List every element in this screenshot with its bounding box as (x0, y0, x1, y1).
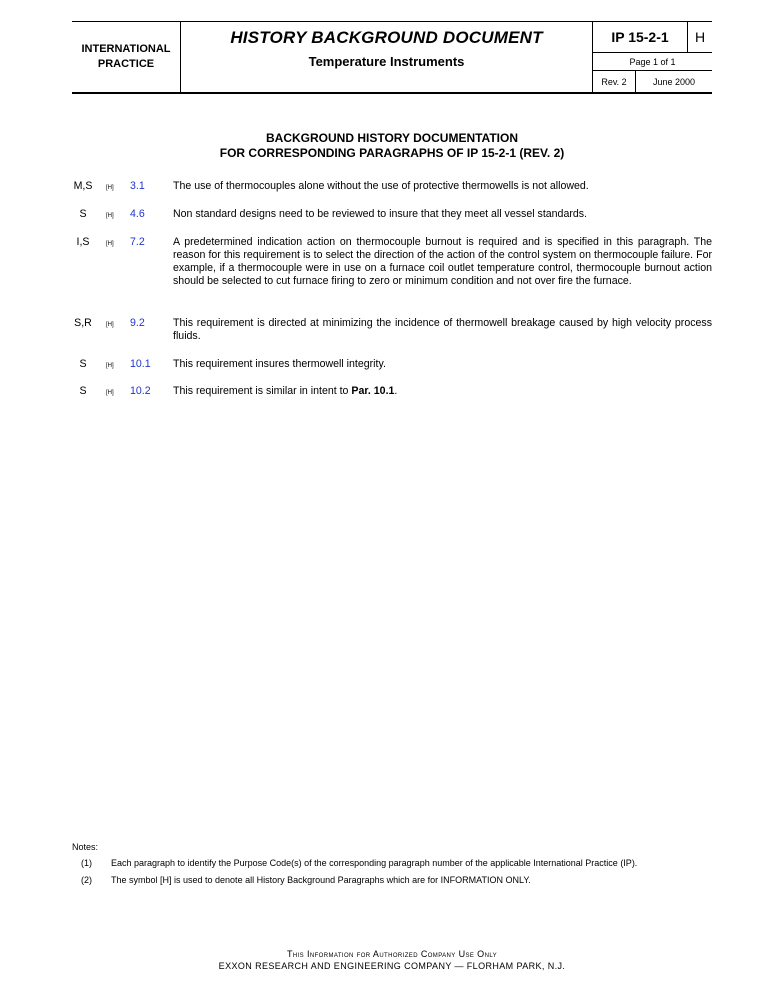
revision-number: Rev. 2 (593, 71, 636, 92)
history-symbol: [H] (106, 213, 114, 219)
org-line-2: PRACTICE (97, 58, 155, 70)
paragraph-link[interactable]: 4.6 (130, 208, 145, 220)
paragraph-text (173, 385, 712, 398)
ip-number: IP 15-2-1 (593, 22, 688, 52)
paragraph-text-suffix: . (394, 385, 398, 397)
notes-section (72, 842, 712, 892)
note-number: (1) (81, 858, 92, 868)
paragraph-text: A predetermined indication action on thermocouple burnout is required and is specified in this paragraph. The reason for this requirement is to select the direction of the action of the control system on thermocouple failure. For example, if a thermocouple were in use on a furnace coil outlet temperature control, thermocouple burnout action should be selected to cut furnace firing to zero or minimum condition and not over fire the furnace. (173, 236, 712, 287)
document-subtitle: Temperature Instruments (308, 54, 465, 69)
org-line-1: INTERNATIONAL (81, 43, 171, 55)
paragraph-text: Non standard designs need to be reviewed to insure that they meet all vessel standards. (173, 208, 587, 220)
history-symbol: [H] (106, 390, 114, 396)
id-box (593, 22, 712, 92)
purpose-code: I,S (76, 236, 90, 248)
revision-letter: H (694, 29, 706, 45)
paragraph-link[interactable]: 7.2 (130, 236, 145, 248)
org-box (72, 22, 181, 92)
purpose-code: S (79, 358, 87, 370)
document-title: HISTORY BACKGROUND DOCUMENT (230, 28, 543, 47)
notes-label: Notes: (72, 842, 99, 852)
note-number: (2) (81, 875, 92, 885)
history-symbol: [H] (106, 241, 114, 247)
note-item (72, 875, 712, 892)
purpose-code: M,S (73, 180, 93, 192)
history-symbol: [H] (106, 185, 114, 191)
footer-company: EXXON RESEARCH AND ENGINEERING COMPANY — FLORHAM PARK, N.J. (218, 961, 566, 971)
section-title-line-2: FOR CORRESPONDING PARAGRAPHS OF IP 15-2-1 (REV. 2) (219, 146, 565, 160)
note-item (72, 858, 712, 875)
purpose-code: S,R (74, 317, 92, 329)
paragraph-text-prefix: This requirement is similar in intent to (173, 385, 352, 397)
title-box (181, 22, 593, 92)
purpose-code: S (79, 208, 87, 220)
note-text: Each paragraph to identify the Purpose Code(s) of the corresponding paragraph number of the applicable International Practice (IP). (111, 858, 638, 868)
paragraph-link[interactable]: 10.1 (130, 358, 151, 370)
section-title-line-1: BACKGROUND HISTORY DOCUMENTATION (266, 131, 518, 145)
note-text: The symbol [H] is used to denote all History Background Paragraphs which are for INFORMATION ONLY. (111, 875, 531, 885)
paragraph-link[interactable]: 10.2 (130, 385, 151, 397)
paragraph-text: This requirement insures thermowell integrity. (173, 358, 386, 370)
page-footer (72, 948, 712, 972)
paragraph-link[interactable]: 9.2 (130, 317, 145, 329)
document-header (72, 21, 712, 94)
history-symbol: [H] (106, 322, 114, 328)
section-title (72, 131, 712, 161)
paragraph-text: The use of thermocouples alone without the use of protective thermowells is not allowed. (173, 180, 589, 192)
revision-date: June 2000 (652, 76, 696, 87)
history-symbol: [H] (106, 363, 114, 369)
page-indicator: Page 1 of 1 (593, 53, 712, 71)
purpose-code: S (79, 385, 87, 397)
paragraph-link[interactable]: 3.1 (130, 180, 145, 192)
paragraph-reference: Par. 10.1 (351, 385, 395, 397)
paragraph-text: This requirement is directed at minimizing the incidence of thermowell breakage caused by high velocity process fluids. (173, 317, 712, 342)
footer-notice: This Information for Authorized Company Use Only (286, 949, 498, 959)
